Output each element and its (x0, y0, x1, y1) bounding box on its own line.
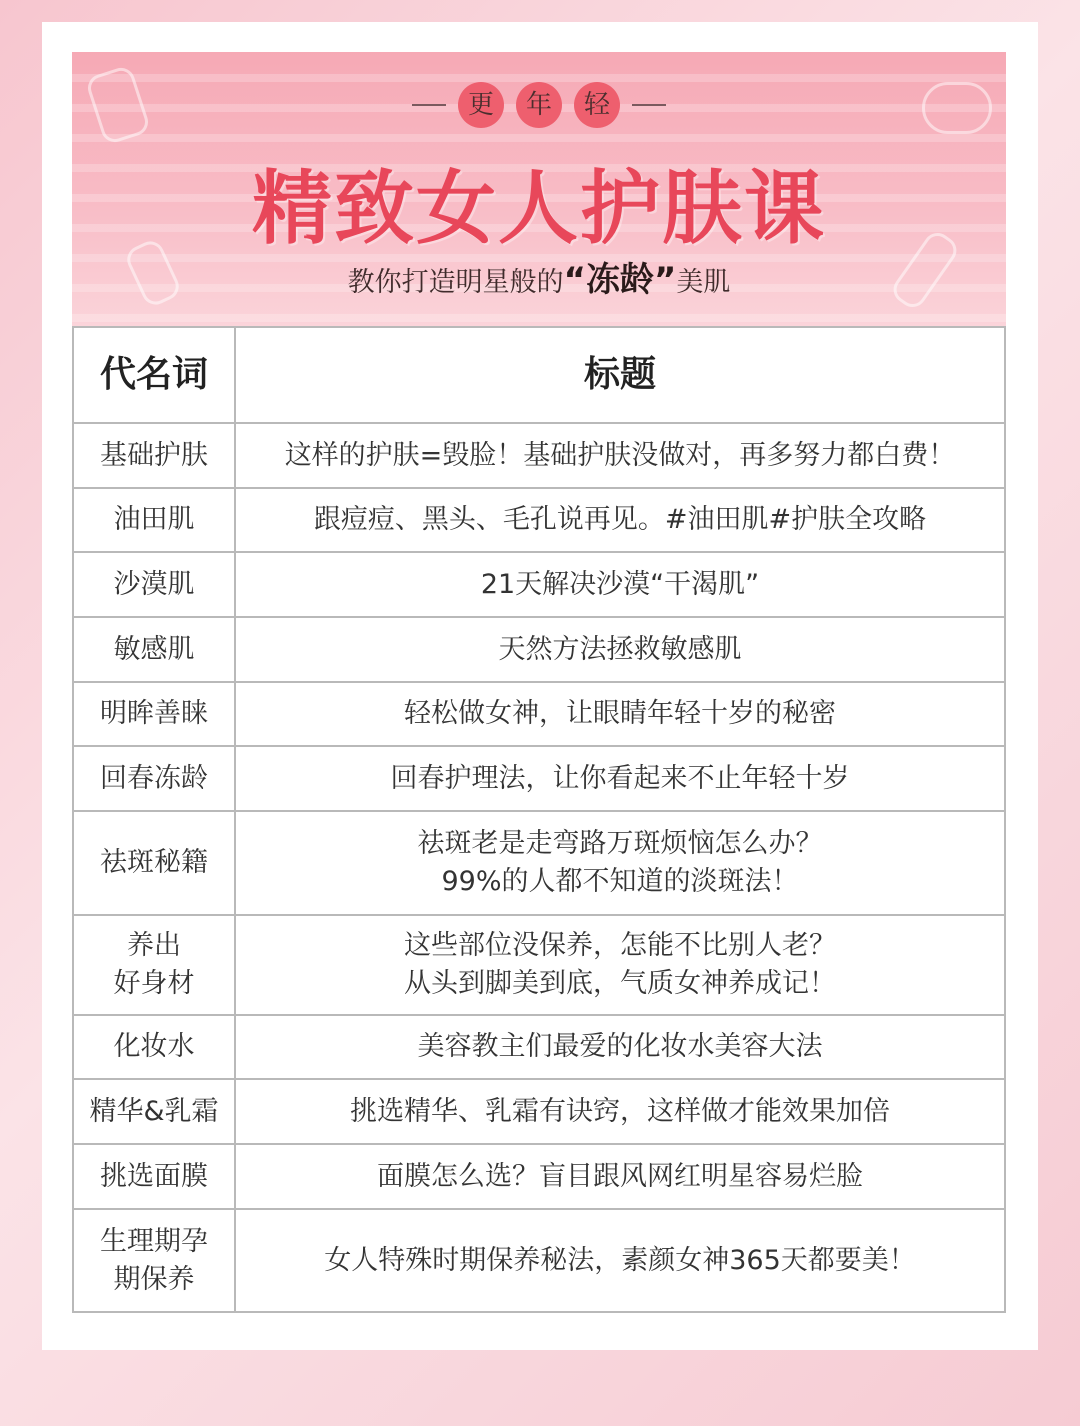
row-title-cell: 女人特殊时期保养秘法，素颜女神365天都要美！ (235, 1209, 1005, 1312)
left-dash (412, 104, 446, 106)
table-row (73, 1015, 1005, 1079)
row-name-cell: 化妆水 (73, 1015, 235, 1079)
table-row (73, 915, 1005, 1015)
table-row (73, 617, 1005, 682)
row-title-cell: 面膜怎么选？盲目跟风网红明星容易烂脸 (235, 1144, 1005, 1209)
column-header-name: 代名词 (73, 327, 235, 423)
row-name-cell: 养出 好身材 (73, 915, 235, 1015)
course-table (72, 326, 1006, 1313)
table-row (73, 552, 1005, 617)
row-name-cell: 敏感肌 (73, 617, 235, 682)
row-name-cell: 生理期孕 期保养 (73, 1209, 235, 1312)
row-title-cell: 祛斑老是走弯路万斑烦恼怎么办？ 99%的人都不知道的淡斑法！ (235, 811, 1005, 915)
badge-qing: 轻 (574, 82, 620, 128)
row-title-cell: 这些部位没保养，怎能不比别人老？ 从头到脚美到底，气质女神养成记！ (235, 915, 1005, 1015)
right-dash (632, 104, 666, 106)
row-name-cell: 明眸善睐 (73, 682, 235, 746)
row-name-cell: 回春冻龄 (73, 746, 235, 811)
row-title-cell: 回春护理法，让你看起来不止年轻十岁 (235, 746, 1005, 811)
table-row (73, 1144, 1005, 1209)
table-row (73, 746, 1005, 811)
table-row (73, 488, 1005, 552)
row-name-cell: 油田肌 (73, 488, 235, 552)
badge-row (72, 82, 1006, 128)
subtitle-post: 美肌 (676, 267, 731, 298)
row-name-cell: 基础护肤 (73, 423, 235, 488)
badge-nian: 年 (516, 82, 562, 128)
table-header-row (73, 327, 1005, 423)
table-row (73, 1209, 1005, 1312)
page-title: 精致女人护肤课 (252, 161, 826, 255)
row-title-cell: 美容教主们最爱的化妆水美容大法 (235, 1015, 1005, 1079)
row-name-cell: 精华&乳霜 (73, 1079, 235, 1144)
table-row (73, 811, 1005, 915)
row-title-cell: 轻松做女神，让眼睛年轻十岁的秘密 (235, 682, 1005, 746)
row-title-cell: 这样的护肤=毁脸！基础护肤没做对，再多努力都白费！ (235, 423, 1005, 488)
row-title-cell: 挑选精华、乳霜有诀窍，这样做才能效果加倍 (235, 1079, 1005, 1144)
row-name-cell: 祛斑秘籍 (73, 811, 235, 915)
row-title-cell: 天然方法拯救敏感肌 (235, 617, 1005, 682)
row-title-cell: 跟痘痘、黑头、毛孔说再见。#油田肌#护肤全攻略 (235, 488, 1005, 552)
subtitle-strong: “冻龄” (563, 260, 677, 300)
table-body (73, 423, 1005, 1312)
row-name-cell: 沙漠肌 (73, 552, 235, 617)
column-header-title: 标题 (235, 327, 1005, 423)
poster-header (72, 52, 1006, 327)
badge-geng: 更 (458, 82, 504, 128)
table-row (73, 682, 1005, 746)
table-row (73, 1079, 1005, 1144)
row-name-cell: 挑选面膜 (73, 1144, 235, 1209)
table-row (73, 423, 1005, 488)
row-title-cell: 21天解决沙漠“干渴肌” (235, 552, 1005, 617)
page-subtitle (72, 252, 1006, 301)
subtitle-pre: 教你打造明星般的 (347, 267, 564, 298)
